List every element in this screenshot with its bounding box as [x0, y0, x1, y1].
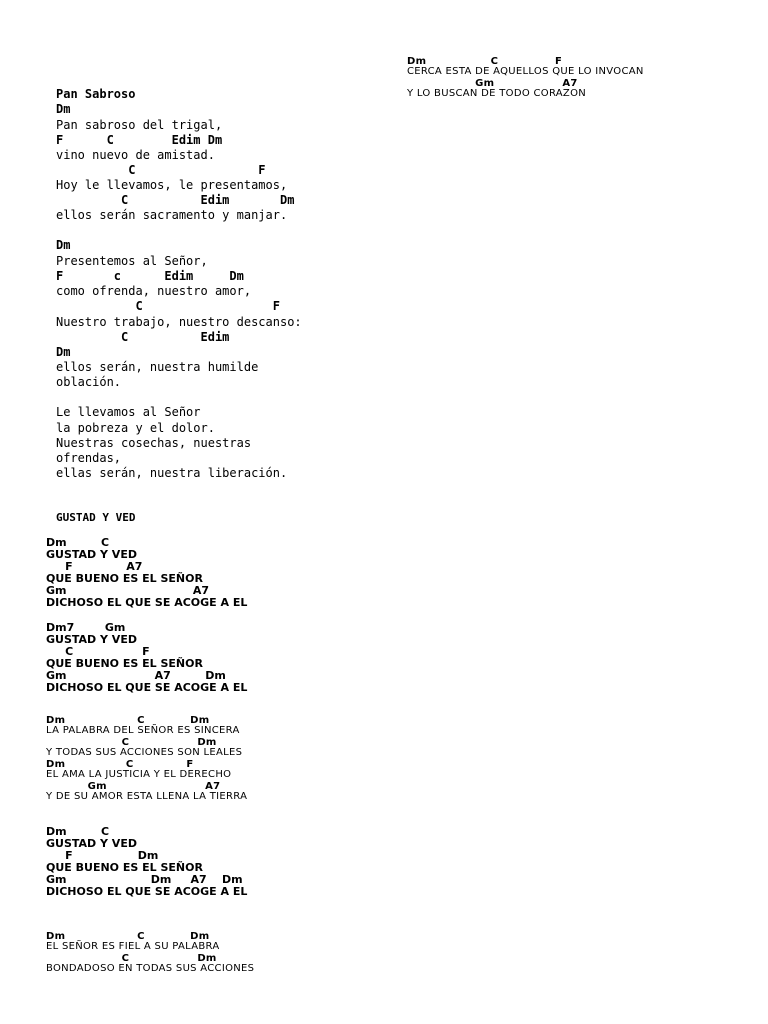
chord-line: Dm C F — [407, 56, 563, 67]
lyric-line: Hoy le llevamos, le presentamos, — [56, 178, 288, 192]
chord-line: F c Edim Dm — [56, 269, 244, 283]
chord-line: Dm7 Gm — [46, 621, 126, 634]
chord-line: Dm C F — [46, 759, 194, 770]
chord-line: Dm C Dm — [46, 715, 210, 726]
lyric-line: Y LO BUSCAN DE TODO CORAZON — [407, 88, 587, 99]
chord-line: C F — [56, 299, 280, 313]
chord-line: Gm A7 Dm — [46, 669, 226, 682]
lyric-line: QUE BUENO ES EL SEÑOR — [46, 572, 203, 585]
song-title-pan-sabroso: Pan Sabroso — [56, 87, 136, 101]
chord-line: C Edim — [56, 330, 230, 344]
lyric-line: DICHOSO EL QUE SE ACOGE A EL — [46, 885, 248, 898]
lyric-line: QUE BUENO ES EL SEÑOR — [46, 861, 203, 874]
chord-line: Dm C Dm — [46, 931, 210, 942]
lyric-line: ellas serán, nuestra liberación. — [56, 466, 288, 480]
chord-line: Dm — [56, 238, 71, 252]
chord-line: C F — [46, 645, 150, 658]
lyric-line: EL AMA LA JUSTICIA Y EL DERECHO — [46, 769, 232, 780]
chord-line: F A7 — [46, 560, 143, 573]
lyric-line: Presentemos al Señor, — [56, 254, 208, 268]
lyric-line: Nuestro trabajo, nuestro descanso: — [56, 315, 302, 329]
chord-line: Dm — [56, 345, 71, 359]
lyric-line: GUSTAD Y VED — [46, 548, 137, 561]
lyric-line: GUSTAD Y VED — [46, 837, 137, 850]
chord-line: Dm C — [46, 825, 110, 838]
chord-line: C Dm — [46, 953, 217, 964]
chord-line: Gm A7 — [407, 78, 578, 89]
lyric-line: ofrendas, — [56, 451, 122, 465]
chord-line: C F — [56, 163, 266, 177]
lyric-line: Pan sabroso del trigal, — [56, 118, 223, 132]
lyric-line: vino nuevo de amistad. — [56, 148, 215, 162]
lyric-line: la pobreza y el dolor. — [56, 421, 215, 435]
chord-line: Gm A7 — [46, 584, 210, 597]
song-title-gustad-y-ved: GUSTAD Y VED — [56, 511, 136, 524]
lyric-line: EL SEÑOR ES FIEL A SU PALABRA — [46, 941, 220, 952]
lyric-line: LA PALABRA DEL SEÑOR ES SINCERA — [46, 725, 240, 736]
lyric-line: DICHOSO EL QUE SE ACOGE A EL — [46, 596, 248, 609]
lyric-line: ellos serán, nuestra humilde — [56, 360, 259, 374]
chord-line: F Dm — [46, 849, 159, 862]
lyric-line: Y TODAS SUS ACCIONES SON LEALES — [46, 747, 243, 758]
chord-line: Dm — [56, 102, 71, 116]
lyric-line: Nuestras cosechas, nuestras — [56, 436, 252, 450]
chord-line: C Edim Dm — [56, 193, 295, 207]
lyric-line: CERCA ESTA DE AQUELLOS QUE LO INVOCAN — [407, 66, 644, 77]
lyric-line: BONDADOSO EN TODAS SUS ACCIONES — [46, 963, 255, 974]
chord-line: Dm C — [46, 536, 110, 549]
chord-line: F C Edim Dm — [56, 133, 223, 147]
lyric-line: QUE BUENO ES EL SEÑOR — [46, 657, 203, 670]
lyric-line: ellos serán sacramento y manjar. — [56, 208, 288, 222]
lyric-line: Y DE SU AMOR ESTA LLENA LA TIERRA — [46, 791, 248, 802]
lyric-line: como ofrenda, nuestro amor, — [56, 284, 252, 298]
chord-line: Gm A7 — [46, 781, 221, 792]
lyric-line: DICHOSO EL QUE SE ACOGE A EL — [46, 681, 248, 694]
chord-line: C Dm — [46, 737, 217, 748]
lyric-line: GUSTAD Y VED — [46, 633, 137, 646]
lyric-line: oblación. — [56, 375, 122, 389]
chord-line: Gm Dm A7 Dm — [46, 873, 243, 886]
lyric-line: Le llevamos al Señor — [56, 405, 201, 419]
